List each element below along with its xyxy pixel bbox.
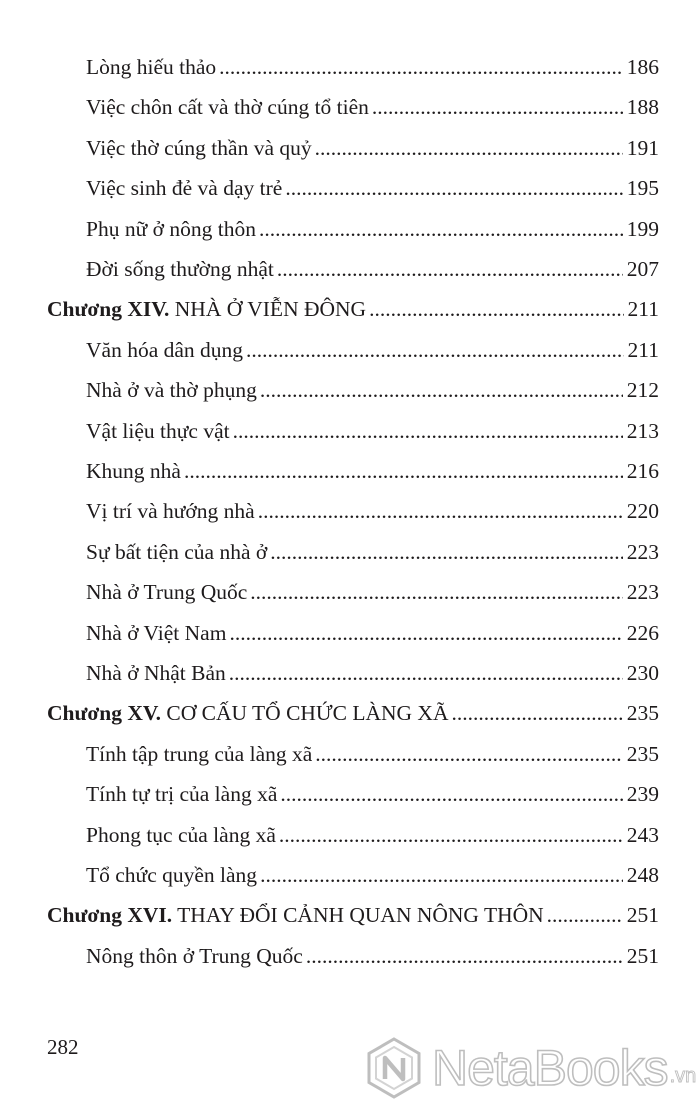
toc-entry — [86, 87, 659, 127]
chapter-name: CƠ CẤU TỔ CHỨC LÀNG XÃ — [166, 701, 449, 726]
chapter-name: THAY ĐỔI CẢNH QUAN NÔNG THÔN — [177, 903, 544, 928]
toc-chapter-heading — [47, 895, 659, 935]
dot-leader — [270, 532, 623, 572]
toc-entry — [86, 330, 659, 370]
toc-entry — [86, 411, 659, 451]
toc-entry-title: Vị trí và hướng nhà — [86, 499, 255, 524]
dot-leader — [315, 128, 623, 168]
toc-entry — [86, 653, 659, 693]
toc-entry-title: Sự bất tiện của nhà ở — [86, 539, 268, 564]
dot-leader — [372, 87, 623, 127]
toc-entry-page: 188 — [626, 95, 659, 120]
toc-entry-title: Việc sinh đẻ và dạy trẻ — [86, 176, 283, 201]
dot-leader — [219, 47, 623, 87]
toc-entry-page: 211 — [627, 337, 659, 362]
toc-entry-title: Nhà ở Nhật Bản — [86, 661, 226, 685]
watermark — [362, 1032, 696, 1104]
toc-entry-title: Đời sống thường nhật — [86, 257, 274, 281]
dot-leader — [277, 249, 623, 289]
dot-leader — [246, 330, 624, 370]
toc-entry-page: 226 — [626, 620, 659, 645]
dot-leader — [184, 451, 623, 491]
toc-entry-page: 223 — [626, 539, 659, 564]
toc-entry-page: 213 — [626, 418, 659, 443]
chapter-label: Chương XV. — [47, 701, 162, 726]
toc-entry-page: 251 — [626, 903, 659, 928]
toc-entry — [86, 815, 659, 855]
toc-entry-page: 195 — [626, 176, 659, 201]
toc-entry — [86, 370, 659, 410]
dot-leader — [451, 693, 622, 733]
dot-leader — [229, 653, 623, 693]
dot-leader — [285, 168, 622, 208]
toc-entry-page: 235 — [626, 701, 659, 726]
toc-entry-title: Khung nhà — [86, 459, 181, 483]
watermark-brand: NetaBooks — [432, 1040, 668, 1096]
dot-leader — [547, 895, 623, 935]
toc-entry-page: 186 — [626, 55, 659, 79]
dot-leader — [229, 613, 622, 653]
toc-entry-title: Việc chôn cất và thờ cúng tổ tiên — [86, 95, 369, 120]
toc-chapter-title — [47, 289, 366, 329]
dot-leader — [250, 572, 622, 612]
dot-leader — [260, 370, 623, 410]
dot-leader — [259, 209, 623, 249]
dot-leader — [233, 411, 623, 451]
toc-entry-title: Nhà ở Trung Quốc — [86, 580, 248, 605]
toc-entry-page: 248 — [626, 863, 659, 887]
page-number: 282 — [47, 1035, 79, 1059]
dot-leader — [369, 289, 623, 329]
toc-entry-page: 230 — [626, 661, 659, 685]
toc-entry-title: Lòng hiếu thảo — [86, 55, 217, 79]
watermark-tld: .vn — [669, 1065, 697, 1087]
toc-entry-page: 212 — [626, 378, 659, 403]
toc-entry-page: 191 — [626, 135, 659, 160]
dot-leader — [279, 815, 623, 855]
toc-entry — [86, 936, 659, 976]
toc-entry-page: 199 — [626, 216, 659, 241]
toc-entry-title: Việc thờ cúng thần và quỷ — [86, 135, 312, 160]
toc-entry-title: Tổ chức quyền làng — [86, 863, 258, 887]
dot-leader — [306, 936, 623, 976]
toc-entry-title: Nông thôn ở Trung Quốc — [86, 943, 303, 968]
dot-leader — [280, 774, 622, 814]
toc-chapter-heading — [47, 289, 659, 329]
toc-entry — [86, 572, 659, 612]
toc-entry-title: Phụ nữ ở nông thôn — [86, 216, 256, 241]
toc-entry — [86, 613, 659, 653]
dot-leader — [258, 491, 623, 531]
toc-chapter-heading — [47, 693, 659, 733]
chapter-label: Chương XVI. — [47, 903, 173, 928]
netabooks-logo-icon — [362, 1036, 426, 1100]
toc-entry — [86, 774, 659, 814]
toc-entry-page: 220 — [626, 499, 659, 524]
toc-entry-title: Tính tự trị của làng xã — [86, 782, 278, 807]
toc-entry-title: Nhà ở và thờ phụng — [86, 378, 257, 403]
toc-entry — [86, 734, 659, 774]
toc-entry-page: 239 — [626, 782, 659, 807]
toc-chapter-title — [47, 693, 448, 733]
toc-entry-title: Vật liệu thực vật — [86, 418, 230, 443]
toc-entry — [86, 451, 659, 491]
toc-entry-page: 211 — [627, 297, 659, 322]
toc-entry — [86, 249, 659, 289]
toc-entry — [86, 47, 659, 87]
chapter-label: Chương XIV. — [47, 297, 170, 322]
toc-entry — [86, 855, 659, 895]
toc-entry-page: 207 — [626, 257, 659, 281]
toc-entry-page: 223 — [626, 580, 659, 605]
toc-entry-title: Văn hóa dân dụng — [86, 337, 244, 362]
toc-entry-page: 235 — [626, 741, 659, 766]
toc-entry-title: Nhà ở Việt Nam — [86, 620, 227, 645]
toc-entry — [86, 532, 659, 572]
toc-entry — [86, 128, 659, 168]
dot-leader — [315, 734, 622, 774]
toc-entry — [86, 491, 659, 531]
dot-leader — [260, 855, 623, 895]
toc-entry-title: Phong tục của làng xã — [86, 822, 276, 847]
toc-entry — [86, 168, 659, 208]
toc-entry-page: 243 — [626, 822, 659, 847]
toc-entry — [86, 209, 659, 249]
chapter-name: NHÀ Ở VIỄN ĐÔNG — [174, 297, 367, 322]
toc-chapter-title — [47, 895, 544, 935]
toc-entry-page: 216 — [626, 459, 659, 483]
toc-entry-title: Tính tập trung của làng xã — [86, 741, 313, 766]
toc-entry-page: 251 — [626, 943, 659, 968]
